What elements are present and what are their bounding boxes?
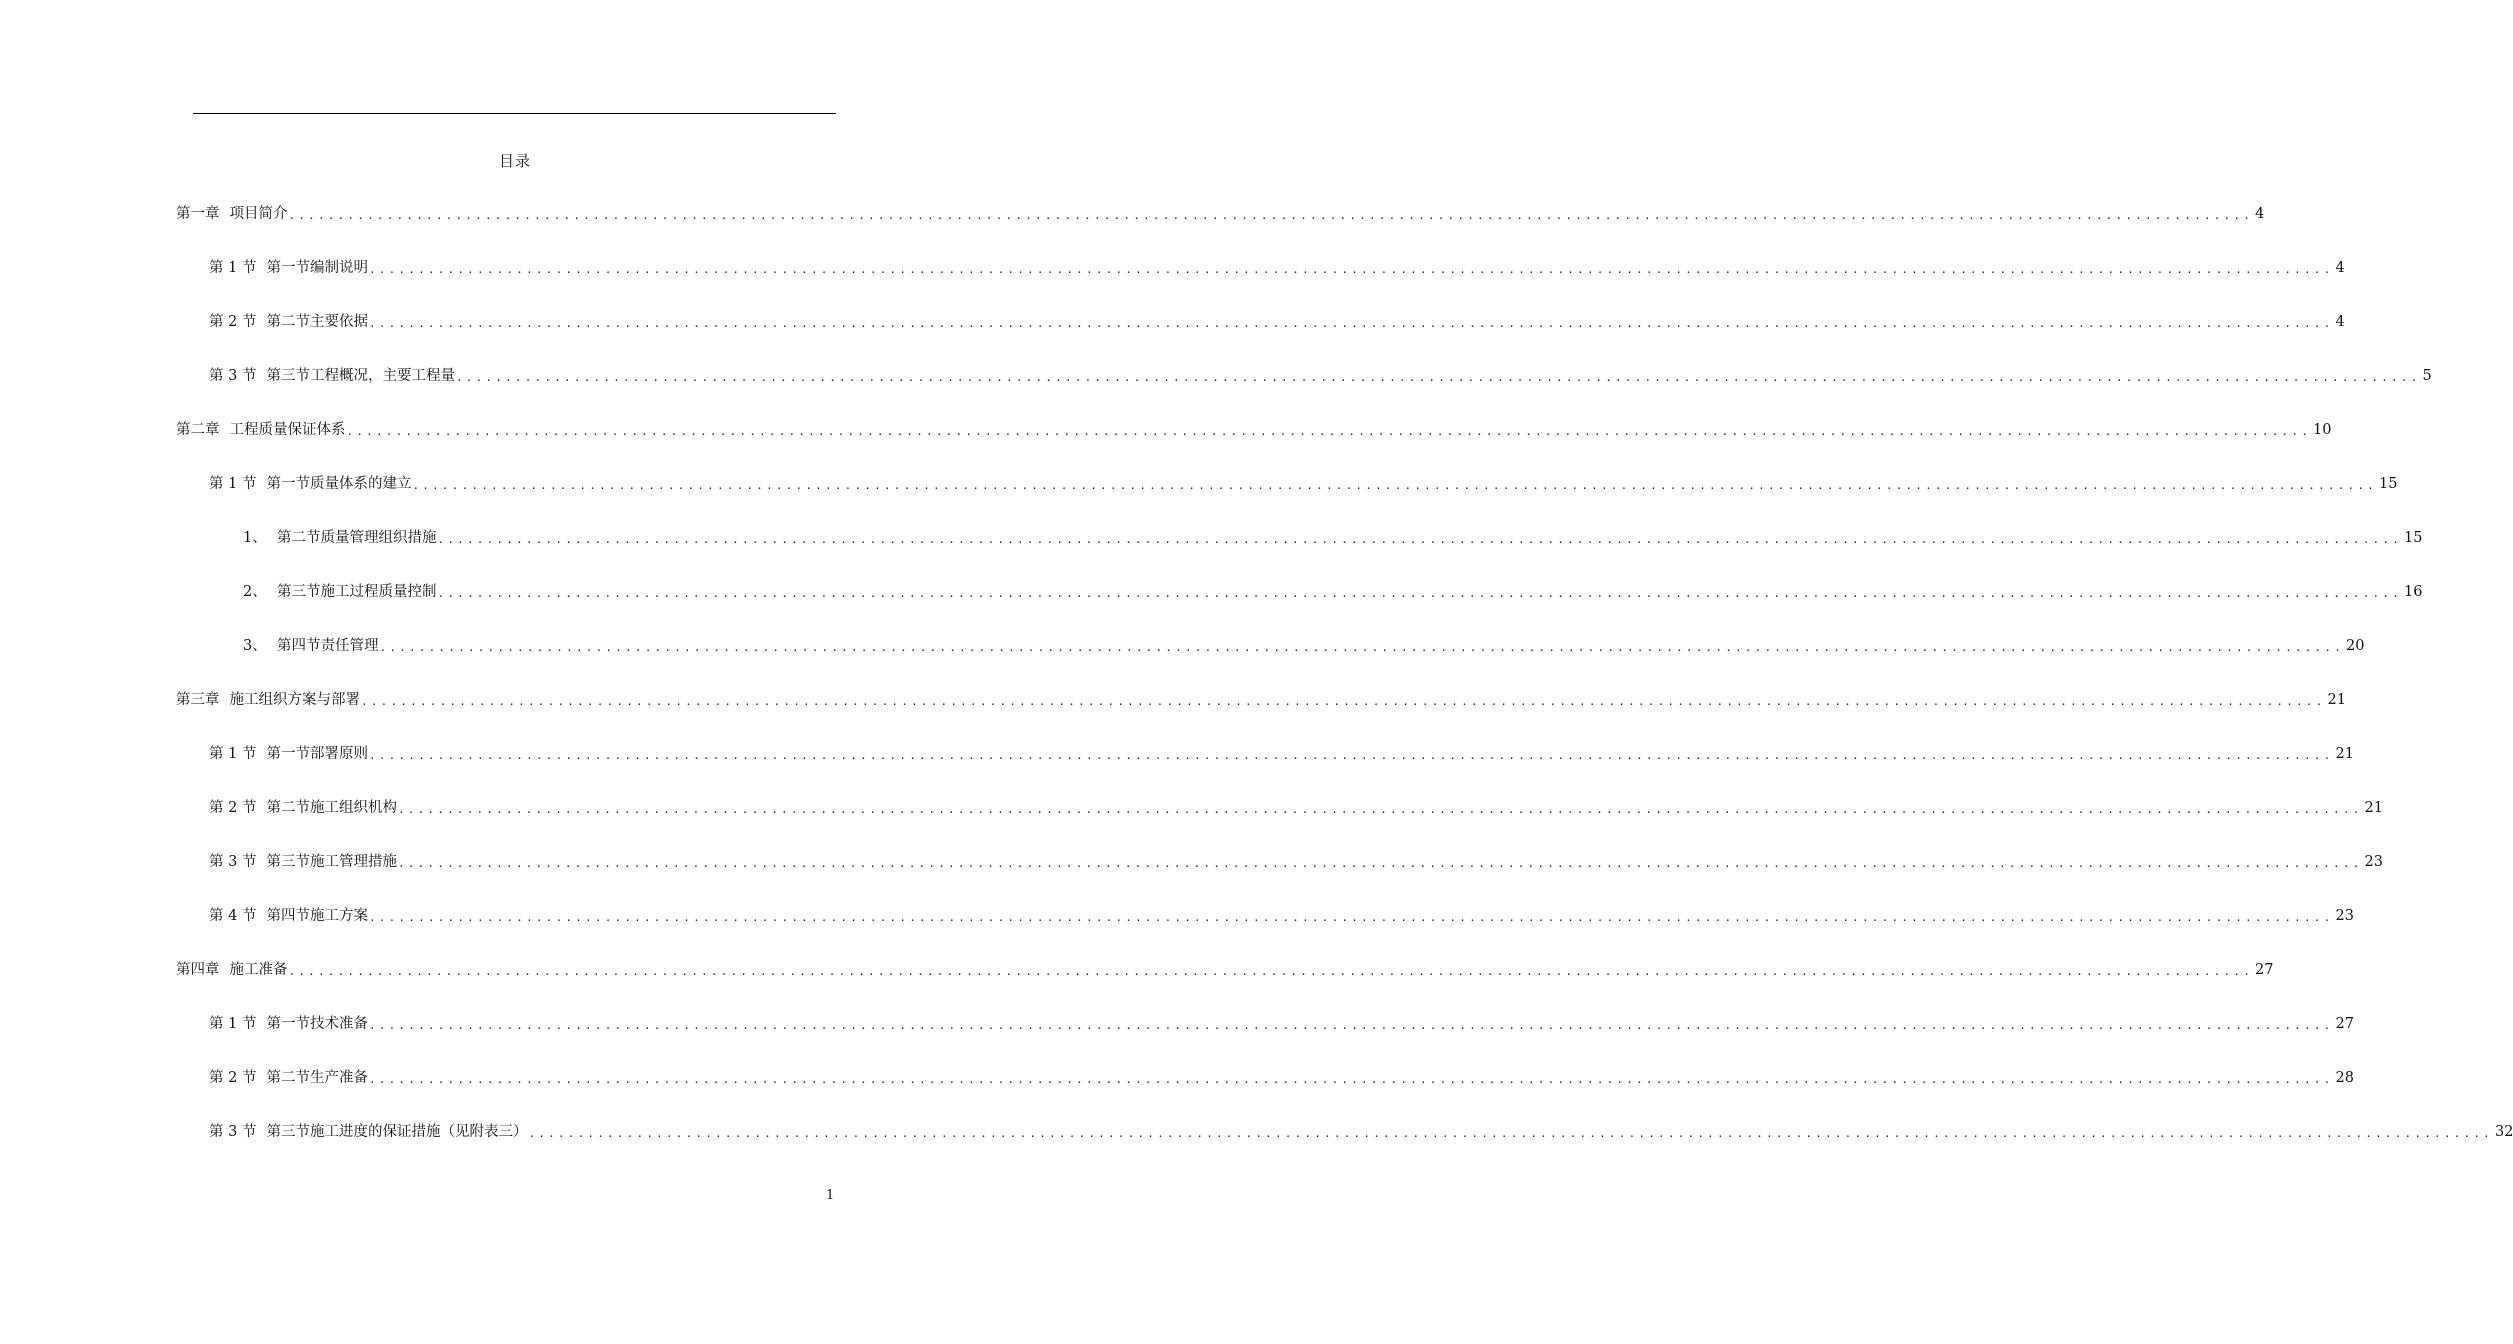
toc-title: 目录 <box>498 152 531 170</box>
toc-entry-label: 工程质量保证体系 <box>229 422 346 438</box>
toc-entry-page: 10 <box>2313 422 2332 438</box>
toc-entry-number: 3、 <box>243 638 267 654</box>
toc-entry-label: 第二节主要依据 <box>266 314 368 330</box>
toc-dot-leader: ........................................................................................................................................................................................................ <box>397 803 2363 816</box>
toc-entry-label: 第二节生产准备 <box>266 1070 368 1086</box>
toc-entry-number: 第 2 节 <box>209 314 257 330</box>
toc-entry[interactable] <box>176 419 2332 441</box>
toc-entry-label: 第二节施工组织机构 <box>266 800 397 816</box>
toc-entry-number: 第一章 <box>176 206 220 222</box>
toc-entry[interactable] <box>209 257 2345 279</box>
toc-entry-page: 15 <box>2404 530 2423 546</box>
toc-entry-label: 第二节质量管理组织措施 <box>277 530 437 546</box>
toc-entry-page: 4 <box>2335 260 2345 276</box>
toc-entry[interactable] <box>243 635 2365 657</box>
toc-entry-number: 第 3 节 <box>209 368 257 384</box>
toc-entry-page: 4 <box>2255 206 2265 222</box>
toc-entry-label: 施工组织方案与部署 <box>229 692 360 708</box>
toc-entry-number: 第 3 节 <box>209 854 257 870</box>
toc-entry-page: 20 <box>2346 638 2365 654</box>
toc-entry-number: 第 2 节 <box>209 1070 257 1086</box>
toc-entry-number: 第四章 <box>176 962 220 978</box>
toc-dot-leader: ........................................................................................................................................................................................................ <box>528 1127 2493 1140</box>
toc-entry-page: 15 <box>2378 476 2398 492</box>
toc-entry-page: 28 <box>2335 1070 2354 1086</box>
toc-entry-number: 第 1 节 <box>209 260 257 276</box>
toc-entry-label: 第一节编制说明 <box>266 260 368 276</box>
toc-entry-page: 23 <box>2335 908 2354 924</box>
toc-entry-page: 16 <box>2404 584 2423 600</box>
toc-entry-label: 第三节施工过程质量控制 <box>277 584 437 600</box>
toc-entry-number: 第二章 <box>176 422 220 438</box>
toc-entry-number: 第 3 节 <box>209 1124 257 1140</box>
toc-entry[interactable] <box>243 581 2423 603</box>
toc-dot-leader: ........................................................................................................................................................................................................ <box>346 425 2312 438</box>
toc-entry-page: 21 <box>2327 692 2346 708</box>
toc-entry[interactable] <box>209 905 2354 927</box>
toc-entry-number: 1、 <box>243 530 267 546</box>
toc-dot-leader: ........................................................................................................................................................................................................ <box>379 641 2345 654</box>
toc-entry[interactable] <box>176 959 2274 981</box>
toc-dot-leader: ........................................................................................................................................................................................................ <box>397 857 2363 870</box>
toc-entry[interactable] <box>209 365 2432 387</box>
toc-entry-number: 第三章 <box>176 692 220 708</box>
toc-entry[interactable] <box>209 473 2398 495</box>
toc-entry[interactable] <box>209 1121 2513 1143</box>
toc-entry-number: 2、 <box>243 584 267 600</box>
toc-entry[interactable] <box>209 851 2383 873</box>
toc-entry-label: 施工准备 <box>229 962 288 978</box>
toc-entry[interactable] <box>209 797 2383 819</box>
page-number: 1 <box>826 1188 835 1203</box>
toc-entry-label: 第一节部署原则 <box>266 746 368 762</box>
toc-entry-page: 23 <box>2364 854 2383 870</box>
toc-dot-leader: ........................................................................................................................................................................................................ <box>288 209 2254 222</box>
toc-entry-number: 第 1 节 <box>209 1016 257 1032</box>
toc-entry-page: 5 <box>2422 368 2432 384</box>
toc-entry-label: 第四节责任管理 <box>277 638 379 654</box>
toc-entry-page: 32 <box>2494 1124 2513 1140</box>
toc-entry-label: 第四节施工方案 <box>266 908 368 924</box>
toc-entry-number: 第 1 节 <box>209 746 257 762</box>
toc-entry-label: 第三节施工进度的保证措施（见附表三） <box>266 1124 528 1140</box>
toc-entry-number: 第 4 节 <box>209 908 257 924</box>
toc-entry[interactable] <box>209 1013 2354 1035</box>
toc-entry-label: 第一节技术准备 <box>266 1016 368 1032</box>
toc-dot-leader: ........................................................................................................................................................................................................ <box>288 965 2254 978</box>
toc-entry[interactable] <box>176 689 2346 711</box>
toc-entry-label: 第三节施工管理措施 <box>266 854 397 870</box>
toc-entry-page: 27 <box>2335 1016 2354 1032</box>
toc-entry-label: 第一节质量体系的建立 <box>266 476 412 492</box>
toc-dot-leader: ........................................................................................................................................................................................................ <box>412 479 2377 492</box>
toc-dot-leader: ........................................................................................................................................................................................................ <box>437 587 2403 600</box>
toc-dot-leader: ........................................................................................................................................................................................................ <box>437 533 2403 546</box>
toc-entry[interactable] <box>209 311 2345 333</box>
toc-dot-leader: ........................................................................................................................................................................................................ <box>368 1019 2334 1032</box>
toc-entry[interactable] <box>209 1067 2354 1089</box>
toc-dot-leader: ........................................................................................................................................................................................................ <box>368 1073 2334 1086</box>
toc-entry-number: 第 2 节 <box>209 800 257 816</box>
toc-entry[interactable] <box>209 743 2354 765</box>
toc-entry-page: 27 <box>2255 962 2274 978</box>
toc-entry-page: 21 <box>2335 746 2354 762</box>
toc-entry-label: 第三节工程概况，主要工程量 <box>266 368 455 384</box>
toc-entry-page: 4 <box>2335 314 2345 330</box>
toc-dot-leader: ........................................................................................................................................................................................................ <box>455 371 2421 384</box>
toc-entry-page: 21 <box>2364 800 2383 816</box>
toc-entry[interactable] <box>176 203 2265 225</box>
toc-dot-leader: ........................................................................................................................................................................................................ <box>368 263 2334 276</box>
toc-dot-leader: ........................................................................................................................................................................................................ <box>368 749 2334 762</box>
toc-entry-number: 第 1 节 <box>209 476 257 492</box>
toc-dot-leader: ........................................................................................................................................................................................................ <box>368 911 2334 924</box>
toc-entry-label: 项目简介 <box>229 206 288 222</box>
toc-dot-leader: ........................................................................................................................................................................................................ <box>368 317 2334 330</box>
toc-dot-leader: ........................................................................................................................................................................................................ <box>361 695 2326 708</box>
toc-entry[interactable] <box>243 527 2423 549</box>
